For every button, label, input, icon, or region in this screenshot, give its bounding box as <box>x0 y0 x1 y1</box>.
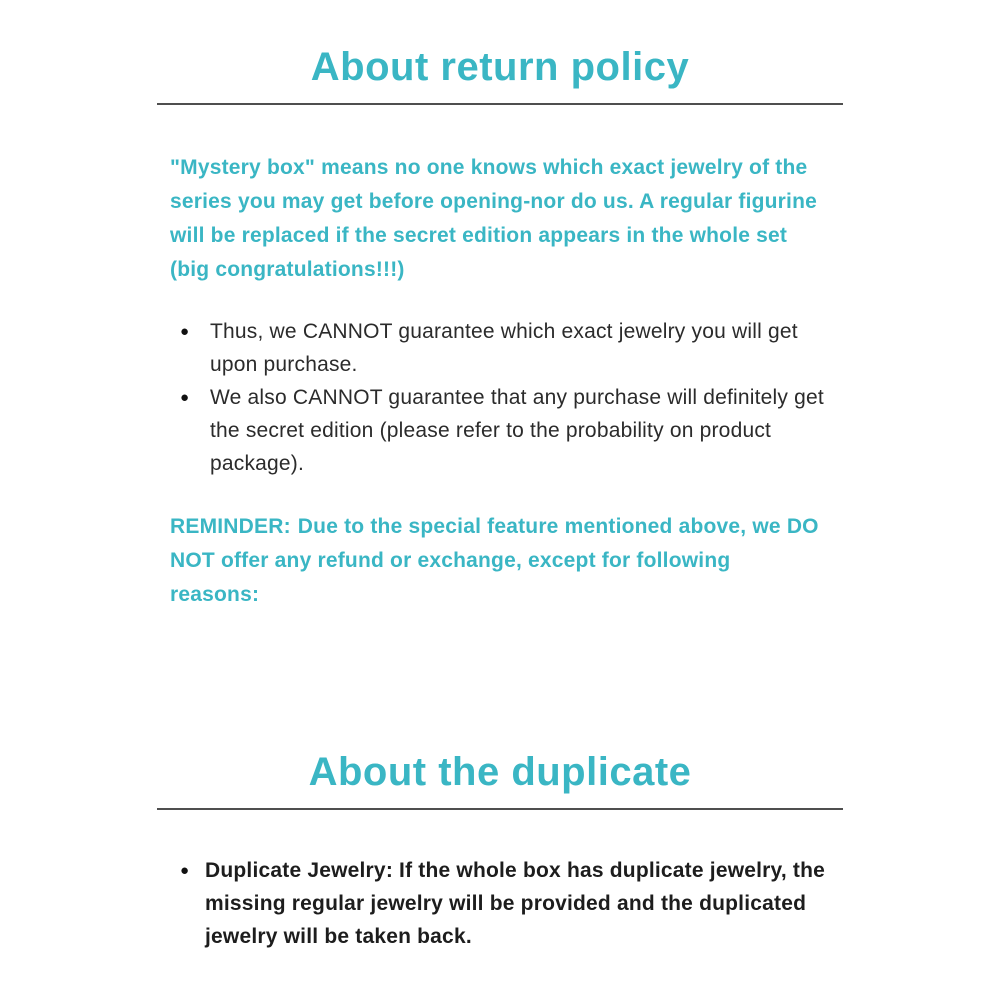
reminder-text: Due to the special feature mentioned above, we DO NOT offer any refund or exchange, except for following reasons: <box>170 515 819 606</box>
return-policy-section <box>157 45 843 612</box>
return-policy-title: About return policy <box>310 45 690 89</box>
list-item <box>180 315 843 381</box>
bullet-text: Duplicate Jewelry: If the whole box has duplicate jewelry, the missing regular jewelry will be provided and the duplicated jewelry will be taken back. <box>205 859 826 948</box>
list-item <box>180 854 843 953</box>
list-item <box>180 381 843 480</box>
title-divider <box>157 808 843 810</box>
reminder-label: REMINDER: <box>170 515 291 538</box>
bullet-text: Thus, we CANNOT guarantee which exact jewelry you will get upon purchase. <box>210 320 798 376</box>
mystery-box-intro-paragraph: "Mystery box" means no one knows which exact jewelry of the series you may get before opening-nor do us. A regular figurine will be replaced if the secret edition appears in the whole set (big congratulations!!!) <box>170 156 817 281</box>
bullet-dot-icon: ● <box>180 323 190 340</box>
bullet-dot-icon: ● <box>180 862 190 879</box>
duplicate-bullet-list <box>157 854 843 953</box>
duplicate-section <box>157 750 843 953</box>
bullet-dot-icon: ● <box>180 389 190 406</box>
reminder-paragraph <box>157 510 825 612</box>
return-policy-bullet-list <box>157 315 843 480</box>
bullet-text: We also CANNOT guarantee that any purchase will definitely get the secret edition (please refer to the probability on product package). <box>210 386 824 475</box>
title-divider <box>157 103 843 105</box>
duplicate-title: About the duplicate <box>308 750 692 794</box>
